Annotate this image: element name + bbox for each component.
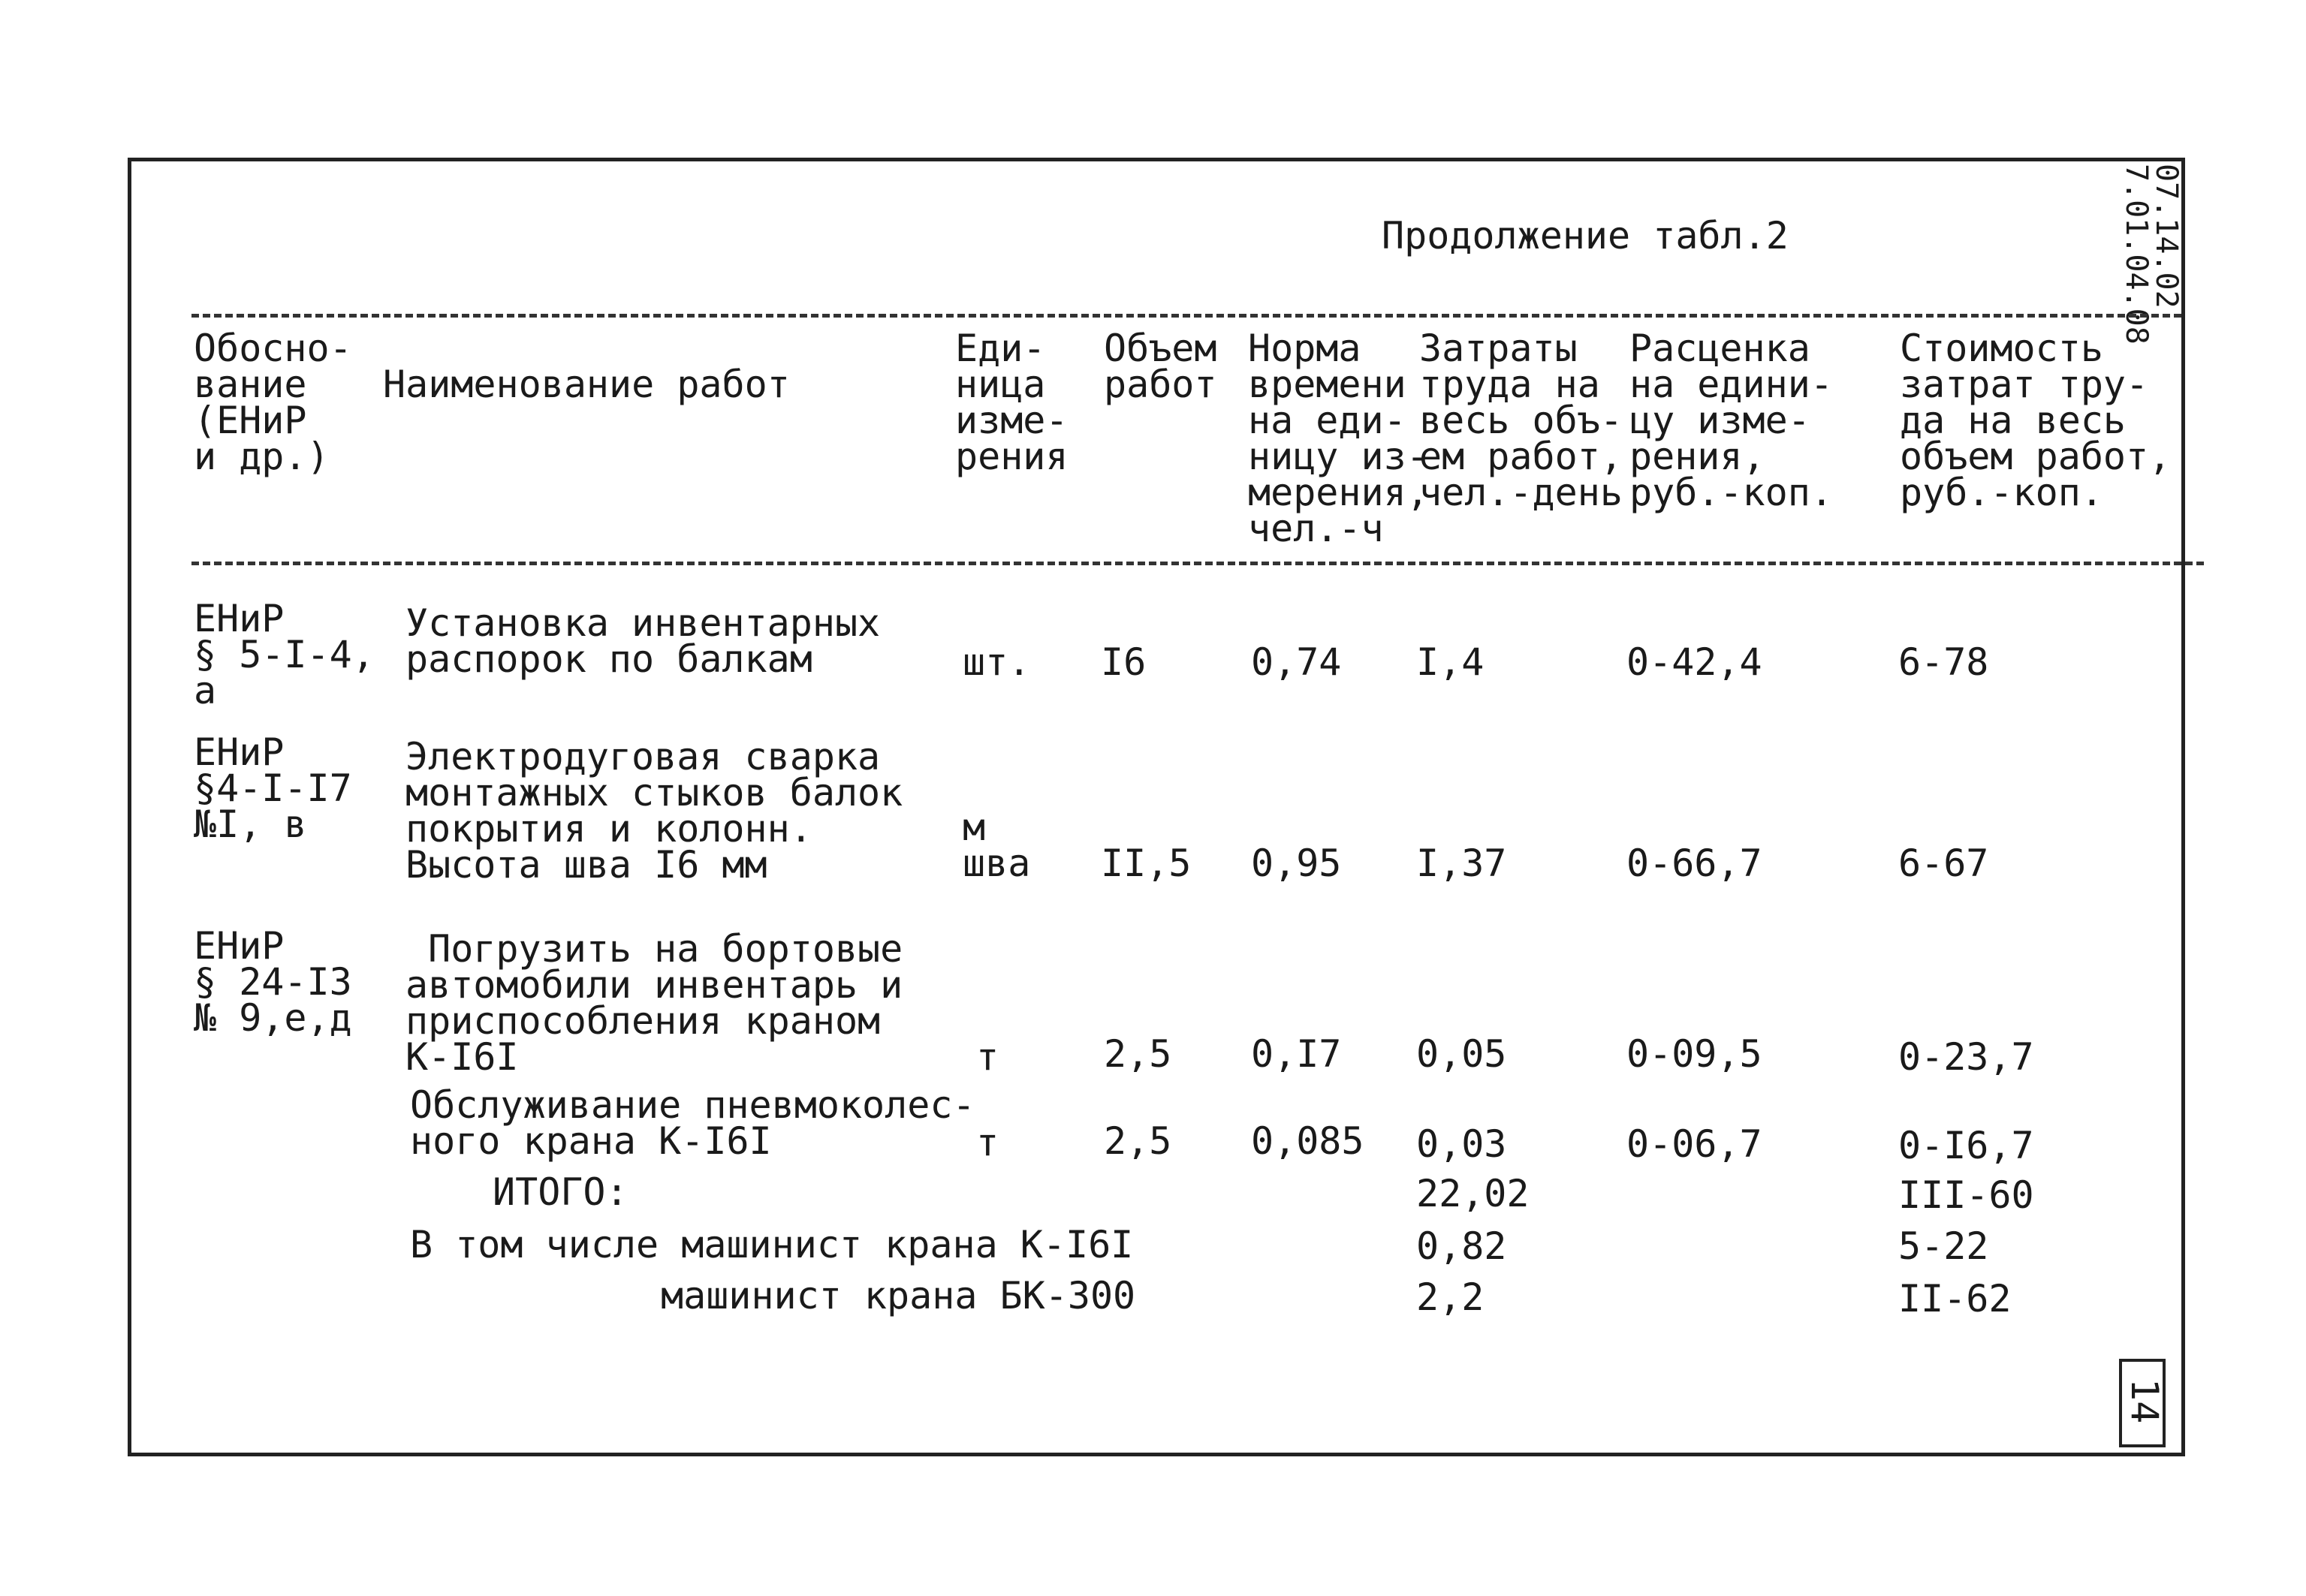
row-rate: 0-42,4 — [1626, 640, 1762, 684]
incl-operator-k161-label: В том числе машинист крана К-I6I — [410, 1223, 1134, 1266]
row-volume: 2,5 — [1104, 1032, 1172, 1076]
row-unit: т — [976, 1035, 999, 1079]
incl-operator-bk300-label: машинист крана БК-300 — [661, 1274, 1136, 1317]
row-time-norm: 0,95 — [1251, 842, 1342, 885]
incl-operator-bk300-labor: 2,2 — [1416, 1275, 1485, 1319]
incl-operator-bk300-cost: II-62 — [1898, 1277, 2012, 1320]
row-basis: ЕНиР § 5-I-4, а — [194, 597, 375, 712]
row-rate: 0-06,7 — [1626, 1122, 1762, 1166]
row-work-name: Погрузить на бортовые автомобили инвентарь и приспособления краном К-I6I — [405, 927, 903, 1079]
header-basis: Обосно- вание (ЕНиР и др.) — [194, 327, 352, 478]
row-basis: ЕНиР § 24-I3 № 9,е,д — [194, 924, 352, 1040]
row-work-name: Обслуживание пневмоколес- ного крана К-I6I — [410, 1083, 975, 1163]
header-volume: Объем работ — [1104, 327, 1217, 406]
total-label: ИТОГО: — [493, 1170, 628, 1214]
header-total-cost: Стоимость затрат тру- да на весь объем работ, руб.-коп. — [1900, 327, 2172, 514]
row-time-norm: 0,I7 — [1251, 1032, 1342, 1076]
header-top-rule — [191, 314, 2181, 318]
header-bottom-rule — [191, 562, 2204, 565]
row-labor: I,37 — [1416, 842, 1507, 885]
row-rate: 0-09,5 — [1626, 1032, 1762, 1076]
row-basis: ЕНиР §4-I-I7 №I, в — [194, 730, 352, 846]
row-cost: 6-78 — [1898, 640, 1989, 684]
incl-operator-k161-cost: 5-22 — [1898, 1224, 1989, 1268]
row-rate: 0-66,7 — [1626, 842, 1762, 885]
row-cost: 6-67 — [1898, 842, 1989, 885]
row-time-norm: 0,085 — [1251, 1119, 1364, 1163]
row-labor: 0,05 — [1416, 1032, 1507, 1076]
header-time-norm: Норма времени на еди- ницу из- мерения, чел.-ч — [1248, 327, 1429, 550]
header-unit: Еди- ница изме- рения — [955, 327, 1069, 478]
row-labor: I,4 — [1416, 640, 1485, 684]
row-unit: т — [976, 1121, 999, 1164]
row-work-name: Электродуговая сварка монтажных стыков балок покрытия и колонн. Высота шва I6 мм — [405, 735, 903, 887]
row-cost: 0-23,7 — [1898, 1035, 2034, 1079]
total-cost: III-60 — [1898, 1173, 2034, 1217]
row-unit: м шва — [963, 806, 1031, 885]
page-number-box — [2119, 1359, 2166, 1447]
header-work-name: Наименование работ — [383, 363, 790, 406]
row-time-norm: 0,74 — [1251, 640, 1342, 684]
table-continuation-title: Продолжение табл.2 — [1382, 214, 1789, 257]
row-volume: II,5 — [1101, 842, 1192, 885]
incl-operator-k161-labor: 0,82 — [1416, 1224, 1507, 1268]
row-cost: 0-I6,7 — [1898, 1124, 2034, 1167]
row-labor: 0,03 — [1416, 1122, 1507, 1166]
row-unit: шт. — [963, 640, 1031, 684]
total-labor: 22,02 — [1416, 1172, 1530, 1215]
document-code: 07.14.02 7.01.04.08 — [2119, 164, 2184, 345]
page-number: 14 — [2123, 1378, 2166, 1424]
header-unit-rate: Расценка на едини- цу изме- рения, руб.-коп. — [1629, 327, 1833, 514]
row-volume: I6 — [1101, 640, 1147, 684]
header-labor-cost: Затраты труда на весь объ- ем работ, чел.-день — [1419, 327, 1623, 514]
row-volume: 2,5 — [1104, 1119, 1172, 1163]
row-work-name: Установка инвентарных распорок по балкам — [405, 601, 881, 681]
